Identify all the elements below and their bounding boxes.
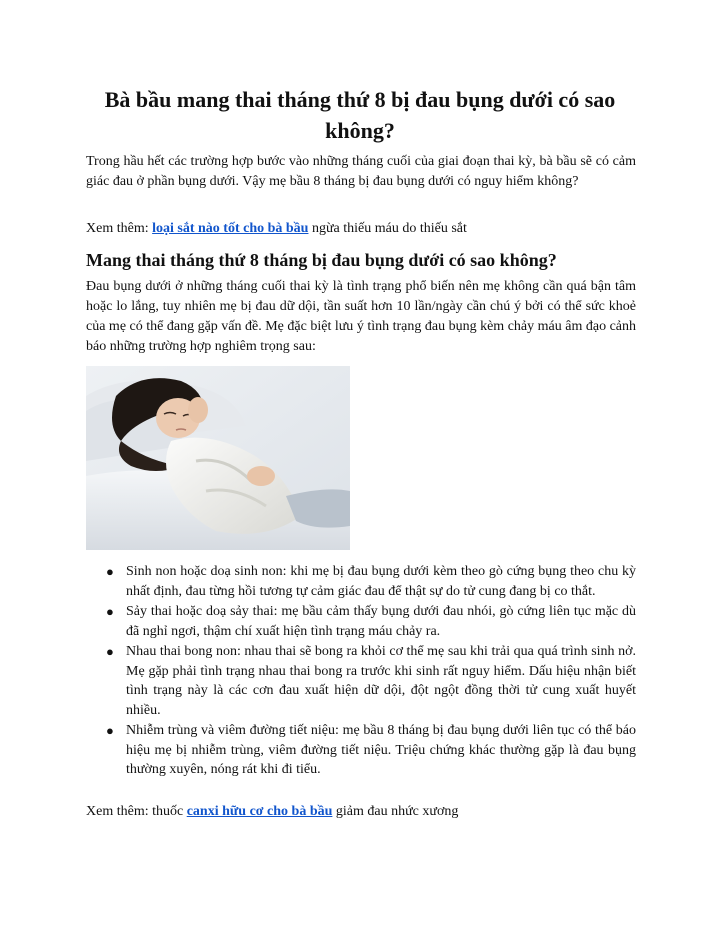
bullet-icon: ● <box>106 723 114 738</box>
calcium-link[interactable]: canxi hữu cơ cho bà bầu <box>186 804 333 819</box>
iron-link[interactable]: loại sắt nào tốt cho bà bầu <box>152 221 309 236</box>
bullet-icon: ● <box>106 604 114 619</box>
list-item <box>86 602 636 641</box>
see-also-calcium-prefix: Xem thêm: thuốc <box>86 804 187 819</box>
warning-list <box>86 562 636 781</box>
see-also-iron-suffix: ngừa thiếu máu do thiếu sắt <box>308 221 467 236</box>
list-item <box>86 562 636 601</box>
list-item <box>86 642 636 720</box>
see-also-calcium-suffix: giảm đau nhức xương <box>332 804 459 819</box>
intro-paragraph: Trong hầu hết các trường hợp bước vào những tháng cuối của giai đoạn thai kỳ, bà bầu sẽ có cảm giác đau ở phần bụng dưới. Vậy mẹ bầu 8 tháng bị đau bụng dưới có nguy hiểm không? <box>86 154 636 189</box>
list-item-text: Nhiễm trùng và viêm đường tiết niệu: mẹ bầu 8 tháng bị đau bụng dưới liên tục có thể báo hiệu mẹ bị nhiễm trùng, viêm đường tiết niệu. Triệu chứng khác thường gặp là đau bụng thường xuyên, nóng rát khi đi tiểu. <box>126 723 636 777</box>
list-item-text: Sảy thai hoặc doạ sảy thai: mẹ bầu cảm thấy bụng dưới đau nhói, gò cứng liên tục mặc dù đã nghỉ ngơi, thậm chí xuất hiện tình trạng máu chảy ra. <box>126 604 636 639</box>
see-also-calcium <box>86 802 636 822</box>
body-paragraph: Đau bụng dưới ở những tháng cuối thai kỳ là tình trạng phổ biến nên mẹ không cần quá bận tâm hoặc lo lắng, tuy nhiên mẹ bị đau dữ dội, tần suất hơn 10 lần/ngày cần chú ý bởi có thể sức khoẻ của mẹ có thể đang gặp vấn đề. Mẹ đặc biệt lưu ý tình trạng đau bụng kèm chảy máu âm đạo cảnh báo những trường hợp nghiêm trọng sau: <box>86 279 636 354</box>
list-item-text: Sinh non hoặc doạ sinh non: khi mẹ bị đau bụng dưới kèm theo gò cứng bụng theo chu kỳ nhất định, đau từng hồi tương tự cảm giác đau để thật sự do tử cung đang bị co thắt. <box>126 564 636 599</box>
see-also-iron <box>86 219 636 239</box>
section-heading: Mang thai tháng thứ 8 tháng bị đau bụng dưới có sao không? <box>86 250 557 270</box>
bullet-icon: ● <box>106 644 114 659</box>
article-title: Bà bầu mang thai tháng thứ 8 bị đau bụng dưới có sao không? <box>104 87 616 143</box>
list-item-text: Nhau thai bong non: nhau thai sẽ bong ra khỏi cơ thể mẹ sau khi trải qua quá trình sinh nở. Mẹ gặp phải tình trạng nhau thai bong ra trước khi sinh rất nguy hiểm. Dấu hiệu nhận biết tình trạng này là các cơn đau xuất hiện dữ dội, đột ngột đồng thời tử cung xuất huyết nhiều. <box>126 644 636 718</box>
see-also-iron-prefix: Xem thêm: <box>86 221 153 236</box>
list-item <box>86 721 636 780</box>
pregnant-woman-photo <box>86 366 350 550</box>
bullet-icon: ● <box>106 564 114 579</box>
